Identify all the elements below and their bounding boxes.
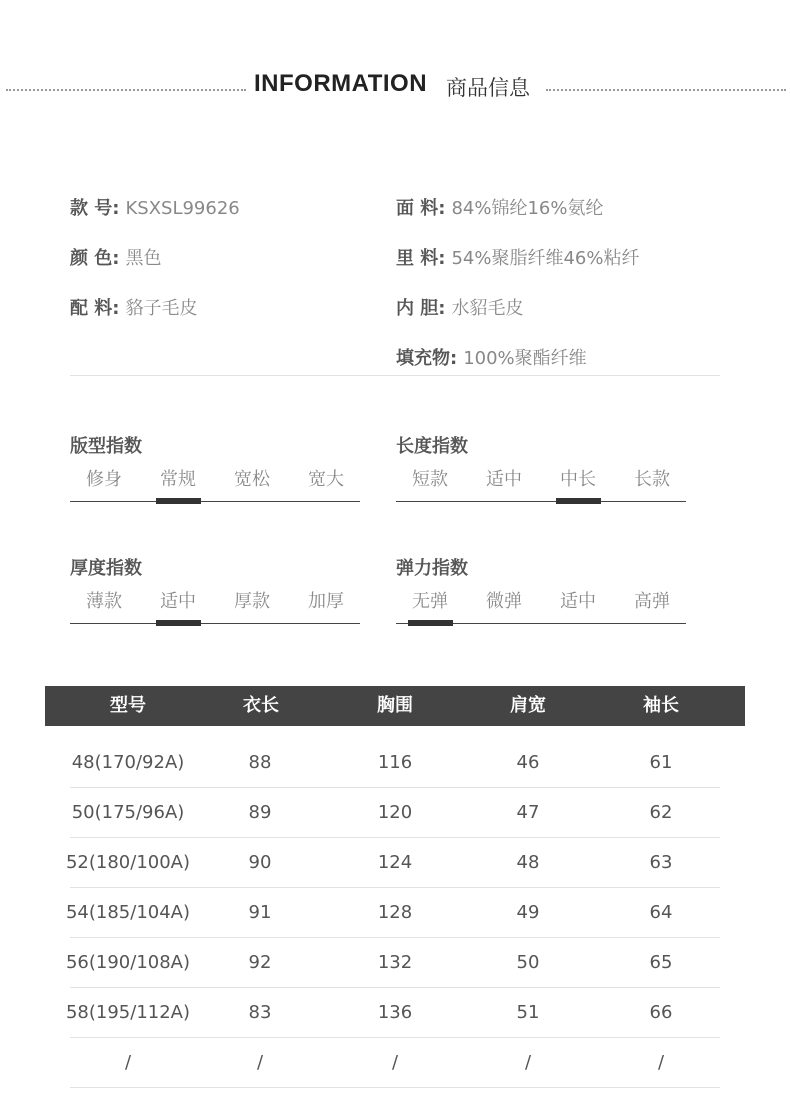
index-scale-line xyxy=(70,501,360,502)
fit-index xyxy=(70,432,360,508)
table-cell: 128 xyxy=(377,902,413,923)
table-cell: 56(190/108A) xyxy=(65,952,191,973)
info-filling xyxy=(396,347,587,371)
index-option: 薄款 xyxy=(86,591,122,612)
index-title: 弹力指数 xyxy=(396,558,468,579)
table-cell: 65 xyxy=(649,952,673,973)
info-value: 54%聚脂纤维46%粘纤 xyxy=(451,248,640,269)
column-header-size: 型号 xyxy=(110,695,146,716)
table-cell: 48 xyxy=(516,852,540,873)
table-row xyxy=(45,888,745,938)
dotted-divider-right xyxy=(546,89,786,91)
table-cell: 46 xyxy=(516,752,540,773)
thickness-index xyxy=(70,554,360,630)
table-cell: 120 xyxy=(377,802,413,823)
index-option: 高弹 xyxy=(634,591,670,612)
index-title: 厚度指数 xyxy=(70,558,142,579)
table-row xyxy=(45,738,745,788)
header-subtitle: 商品信息 xyxy=(446,76,530,100)
column-header-length: 衣长 xyxy=(243,695,279,716)
table-cell: 132 xyxy=(377,952,413,973)
index-title: 版型指数 xyxy=(70,436,142,457)
table-cell: / xyxy=(124,1052,132,1073)
table-cell: 50(175/96A) xyxy=(71,802,185,823)
table-row xyxy=(45,838,745,888)
table-cell: 83 xyxy=(248,1002,272,1023)
info-inner xyxy=(396,297,523,321)
info-value: 黑色 xyxy=(125,248,162,269)
table-cell: 116 xyxy=(377,752,413,773)
table-cell: / xyxy=(524,1052,532,1073)
info-lining xyxy=(396,247,639,271)
table-cell: 89 xyxy=(248,802,272,823)
info-label: 填充物: xyxy=(396,348,458,369)
info-label: 里 料: xyxy=(396,248,446,269)
info-label: 配 料: xyxy=(70,298,120,319)
table-cell: / xyxy=(256,1052,264,1073)
row-divider xyxy=(70,1087,720,1088)
table-cell: / xyxy=(657,1052,665,1073)
table-cell: 66 xyxy=(649,1002,673,1023)
table-cell: 49 xyxy=(516,902,540,923)
table-cell: 58(195/112A) xyxy=(65,1002,191,1023)
info-value: 100%聚酯纤维 xyxy=(463,348,587,369)
index-option: 微弹 xyxy=(486,591,522,612)
info-color xyxy=(70,247,161,271)
table-cell: 54(185/104A) xyxy=(65,902,191,923)
info-style-no xyxy=(70,197,240,221)
table-cell: 52(180/100A) xyxy=(65,852,191,873)
table-row xyxy=(45,988,745,1038)
table-cell: 63 xyxy=(649,852,673,873)
size-table-header xyxy=(45,686,745,726)
index-option: 适中 xyxy=(160,591,196,612)
index-selected-marker xyxy=(156,498,201,504)
index-option: 适中 xyxy=(486,469,522,490)
header-title: INFORMATION xyxy=(254,70,428,97)
info-value: 84%锦纶16%氨纶 xyxy=(451,198,604,219)
dotted-divider-left xyxy=(6,89,246,91)
table-cell: / xyxy=(391,1052,399,1073)
info-value: KSXSL99626 xyxy=(125,198,240,219)
index-selected-marker xyxy=(408,620,453,626)
index-selected-marker xyxy=(556,498,601,504)
table-cell: 136 xyxy=(377,1002,413,1023)
index-option: 宽松 xyxy=(234,469,270,490)
index-scale-line xyxy=(396,501,686,502)
table-cell: 91 xyxy=(248,902,272,923)
section-header xyxy=(0,64,790,110)
column-header-chest: 胸围 xyxy=(377,695,413,716)
elasticity-index xyxy=(396,554,686,630)
info-fabric xyxy=(396,197,603,221)
info-label: 面 料: xyxy=(396,198,446,219)
table-cell: 92 xyxy=(248,952,272,973)
length-index xyxy=(396,432,686,508)
index-option: 无弹 xyxy=(412,591,448,612)
table-cell: 124 xyxy=(377,852,413,873)
table-row xyxy=(45,938,745,988)
table-row xyxy=(45,788,745,838)
info-label: 款 号: xyxy=(70,198,120,219)
index-option: 常规 xyxy=(160,469,196,490)
table-cell: 48(170/92A) xyxy=(71,752,185,773)
table-cell: 90 xyxy=(248,852,272,873)
column-header-shoulder: 肩宽 xyxy=(510,695,546,716)
table-cell: 50 xyxy=(516,952,540,973)
index-scale-line xyxy=(70,623,360,624)
index-option: 适中 xyxy=(560,591,596,612)
info-value: 水貂毛皮 xyxy=(451,298,524,319)
index-option: 长款 xyxy=(634,469,670,490)
table-cell: 62 xyxy=(649,802,673,823)
table-cell: 88 xyxy=(248,752,272,773)
index-option: 加厚 xyxy=(308,591,344,612)
index-option: 中长 xyxy=(560,469,596,490)
index-option: 修身 xyxy=(86,469,122,490)
index-selected-marker xyxy=(156,620,201,626)
table-cell: 47 xyxy=(516,802,540,823)
index-option: 短款 xyxy=(412,469,448,490)
info-accessory xyxy=(70,297,197,321)
index-option: 厚款 xyxy=(234,591,270,612)
column-header-sleeve: 袖长 xyxy=(643,695,679,716)
info-value: 貉子毛皮 xyxy=(125,298,198,319)
table-cell: 61 xyxy=(649,752,673,773)
table-row xyxy=(45,1038,745,1088)
info-label: 内 胆: xyxy=(396,298,446,319)
table-cell: 64 xyxy=(649,902,673,923)
info-label: 颜 色: xyxy=(70,248,120,269)
table-cell: 51 xyxy=(516,1002,540,1023)
index-title: 长度指数 xyxy=(396,436,468,457)
index-option: 宽大 xyxy=(308,469,344,490)
info-divider xyxy=(70,375,720,376)
